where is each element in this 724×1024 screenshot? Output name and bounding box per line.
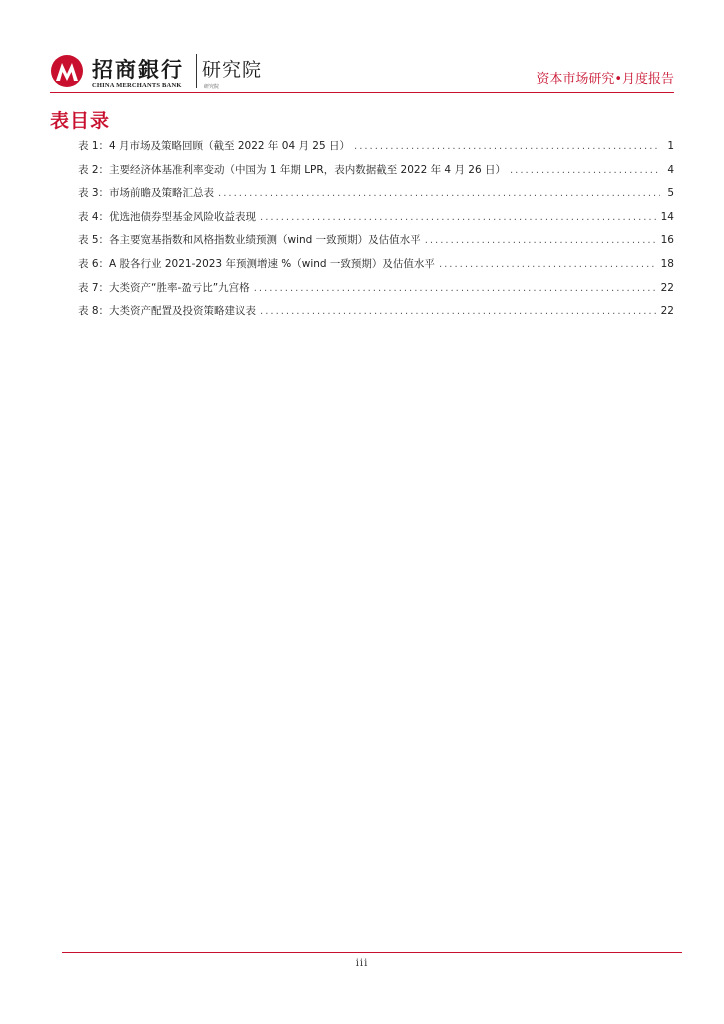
toc-item[interactable]: [78, 209, 674, 233]
toc-item-label: 表 4：优选池债券型基金风险收益表现: [78, 210, 257, 223]
brand-name-cn: 招商銀行: [92, 57, 184, 82]
toc-dot-leader: [218, 188, 660, 199]
page-header: [50, 50, 674, 92]
toc-item[interactable]: [78, 162, 674, 186]
institute-subtitle: 研究院: [204, 84, 220, 90]
toc-dot-leader: [439, 259, 657, 270]
toc-item[interactable]: [78, 185, 674, 209]
toc-item-label: 表 7：大类资产“胜率-盈亏比”九宫格: [78, 281, 250, 294]
brand-divider: [196, 54, 197, 88]
report-type-label: 资本市场研究•月度报告: [536, 72, 674, 87]
toc-item-label: 表 3：市场前瞻及策略汇总表: [78, 187, 215, 200]
toc-item-label: 表 8：大类资产配置及投资策略建议表: [78, 305, 257, 318]
toc-item[interactable]: [78, 303, 674, 327]
toc-dot-leader: [260, 306, 657, 317]
toc-item-page: 5: [667, 187, 674, 200]
toc-dot-leader: [425, 235, 657, 246]
footer-divider: [62, 952, 682, 953]
toc-item[interactable]: [78, 232, 674, 256]
toc-item-label: 表 2：主要经济体基准利率变动（中国为 1 年期 LPR，表内数据截至 2022 年 4 月 26 日）: [78, 163, 506, 176]
toc-item[interactable]: [78, 256, 674, 280]
toc-title: 表目录: [50, 110, 111, 132]
toc-item[interactable]: [78, 280, 674, 304]
toc-item-page: 14: [660, 210, 674, 223]
toc-item[interactable]: [78, 138, 674, 162]
institute-name: 研究院: [202, 59, 263, 81]
header-divider: [50, 92, 674, 93]
toc-item-page: 4: [667, 163, 674, 176]
toc-dot-leader: [254, 283, 657, 294]
cmb-logo-icon: [50, 54, 86, 88]
toc-item-label: 表 1：4 月市场及策略回顾（截至 2022 年 04 月 25 日）: [78, 140, 351, 152]
toc-item-page: 18: [660, 257, 674, 270]
toc-dot-leader: [260, 212, 657, 223]
toc-dot-leader: [354, 141, 660, 152]
toc-item-label: 表 6：A 股各行业 2021-2023 年预测增速 %（wind 一致预期）及估值水平: [78, 257, 435, 270]
toc-item-page: 1: [667, 140, 674, 152]
table-of-contents-list: [78, 138, 674, 327]
toc-dot-leader: [510, 165, 660, 176]
toc-item-page: 22: [660, 281, 674, 294]
brand-name-en: CHINA MERCHANTS BANK: [92, 82, 182, 89]
toc-item-label: 表 5：各主要宽基指数和风格指数业绩预测（wind 一致预期）及估值水平: [78, 234, 421, 247]
page-number: iii: [355, 958, 369, 969]
toc-item-page: 22: [660, 305, 674, 318]
toc-item-page: 16: [660, 234, 674, 247]
